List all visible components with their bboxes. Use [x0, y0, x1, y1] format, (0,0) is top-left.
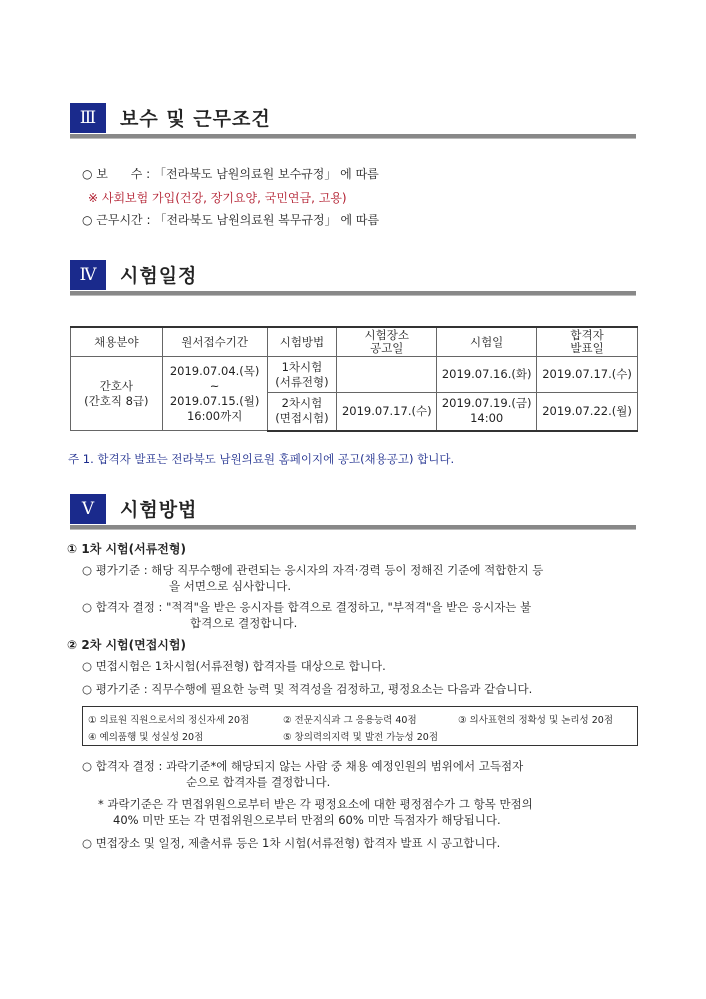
pay-line: ○ 보 수 : 「전라북도 남원의료원 보수규정」 에 따름	[82, 167, 379, 181]
section-4-title: 시험일정	[120, 265, 198, 287]
section-5-header	[70, 494, 636, 530]
section-5-title: 시험방법	[120, 499, 198, 521]
period-cell: 2019.07.04.(목) ~ 2019.07.15.(월) 16:00까지	[162, 357, 267, 431]
insurance-note: ※ 사회보험 가입(건강, 장기요양, 국민연금, 고용)	[88, 191, 347, 205]
hours-line: ○ 근무시간 : 「전라북도 남원의료원 복무규정」 에 따름	[82, 213, 380, 227]
section-divider-thin	[70, 138, 636, 139]
table-row	[71, 357, 638, 393]
method-cell: 2차시험 (면접시험)	[267, 393, 337, 431]
place-cell	[337, 357, 437, 393]
section-4-number: Ⅳ	[70, 260, 106, 290]
section-3-title: 보수 및 근무조건	[120, 108, 271, 130]
schedule-table	[70, 326, 638, 432]
field-cell: 간호사 (간호직 8급)	[71, 357, 163, 431]
round2-target: ○ 면접시험은 1차시험(서류전형) 합격자를 대상으로 합니다.	[82, 659, 386, 673]
criteria-item: ⑤ 창의력의지력 및 발전 가능성 20점	[283, 732, 439, 743]
result-cell: 2019.07.17.(수)	[537, 357, 638, 393]
section-3-header	[70, 103, 636, 139]
header-cell: 시험방법	[267, 327, 337, 357]
criteria-item: ① 의료원 직원으로서의 정신자세 20점	[88, 715, 250, 726]
header-cell: 원서접수기간	[162, 327, 267, 357]
round2-title: ② 2차 시험(면접시험)	[67, 638, 186, 652]
round1-criteria-cont: 을 서면으로 심사합니다.	[169, 579, 292, 593]
section-divider-thin	[70, 529, 636, 530]
round1-decision: ○ 합격자 결정 : "적격"을 받은 응시자를 합격으로 결정하고, "부적격"을 받은 응시자는 불	[82, 600, 532, 614]
round1-title: ① 1차 시험(서류전형)	[67, 542, 186, 556]
round2-decision-cont: 순으로 합격자를 결정합니다.	[186, 775, 331, 789]
result-cell: 2019.07.22.(월)	[537, 393, 638, 431]
round2-decision: ○ 합격자 결정 : 과락기준*에 해당되지 않는 사람 중 채용 예정인원의 범위에서 고득점자	[82, 759, 524, 773]
table-header-row	[71, 327, 638, 357]
header-cell: 시험장소 공고일	[337, 327, 437, 357]
round2-criteria: ○ 평가기준 : 직무수행에 필요한 능력 및 적격성을 검정하고, 평정요소는 다음과 같습니다.	[82, 682, 533, 696]
section-5-number: Ⅴ	[70, 494, 106, 524]
section-4-header	[70, 260, 636, 296]
criteria-item: ③ 의사표현의 정확성 및 논리성 20점	[458, 715, 614, 726]
interview-notice: ○ 면접장소 및 일정, 제출서류 등은 1차 시험(서류전형) 합격자 발표 시 공고합니다.	[82, 836, 501, 850]
place-cell: 2019.07.17.(수)	[337, 393, 437, 431]
header-cell: 채용분야	[71, 327, 163, 357]
fail-criteria-note-cont: 40% 미만 또는 각 면접위원으로부터 만점의 60% 미만 득점자가 해당됩니다.	[113, 813, 501, 827]
method-cell: 1차시험 (서류전형)	[267, 357, 337, 393]
section-3-number: Ⅲ	[70, 103, 106, 133]
criteria-item: ④ 예의품행 및 성실성 20점	[88, 732, 204, 743]
header-cell: 시험일	[437, 327, 537, 357]
fail-criteria-note: * 과락기준은 각 면접위원으로부터 받은 각 평정요소에 대한 평정점수가 그 항목 만점의	[98, 797, 533, 811]
schedule-note: 주 1. 합격자 발표는 전라북도 남원의료원 홈페이지에 공고(채용공고) 합니다.	[68, 452, 455, 466]
scoring-criteria-box	[82, 706, 638, 746]
round1-decision-cont: 합격으로 결정합니다.	[190, 616, 298, 630]
section-divider-thin	[70, 295, 636, 296]
header-cell: 합격자 발표일	[537, 327, 638, 357]
criteria-item: ② 전문지식과 그 응용능력 40점	[283, 715, 417, 726]
date-cell: 2019.07.19.(금) 14:00	[437, 393, 537, 431]
date-cell: 2019.07.16.(화)	[437, 357, 537, 393]
round1-criteria: ○ 평가기준 : 해당 직무수행에 관련되는 응시자의 자격·경력 등이 정해진 기준에 적합한지 등	[82, 563, 544, 577]
